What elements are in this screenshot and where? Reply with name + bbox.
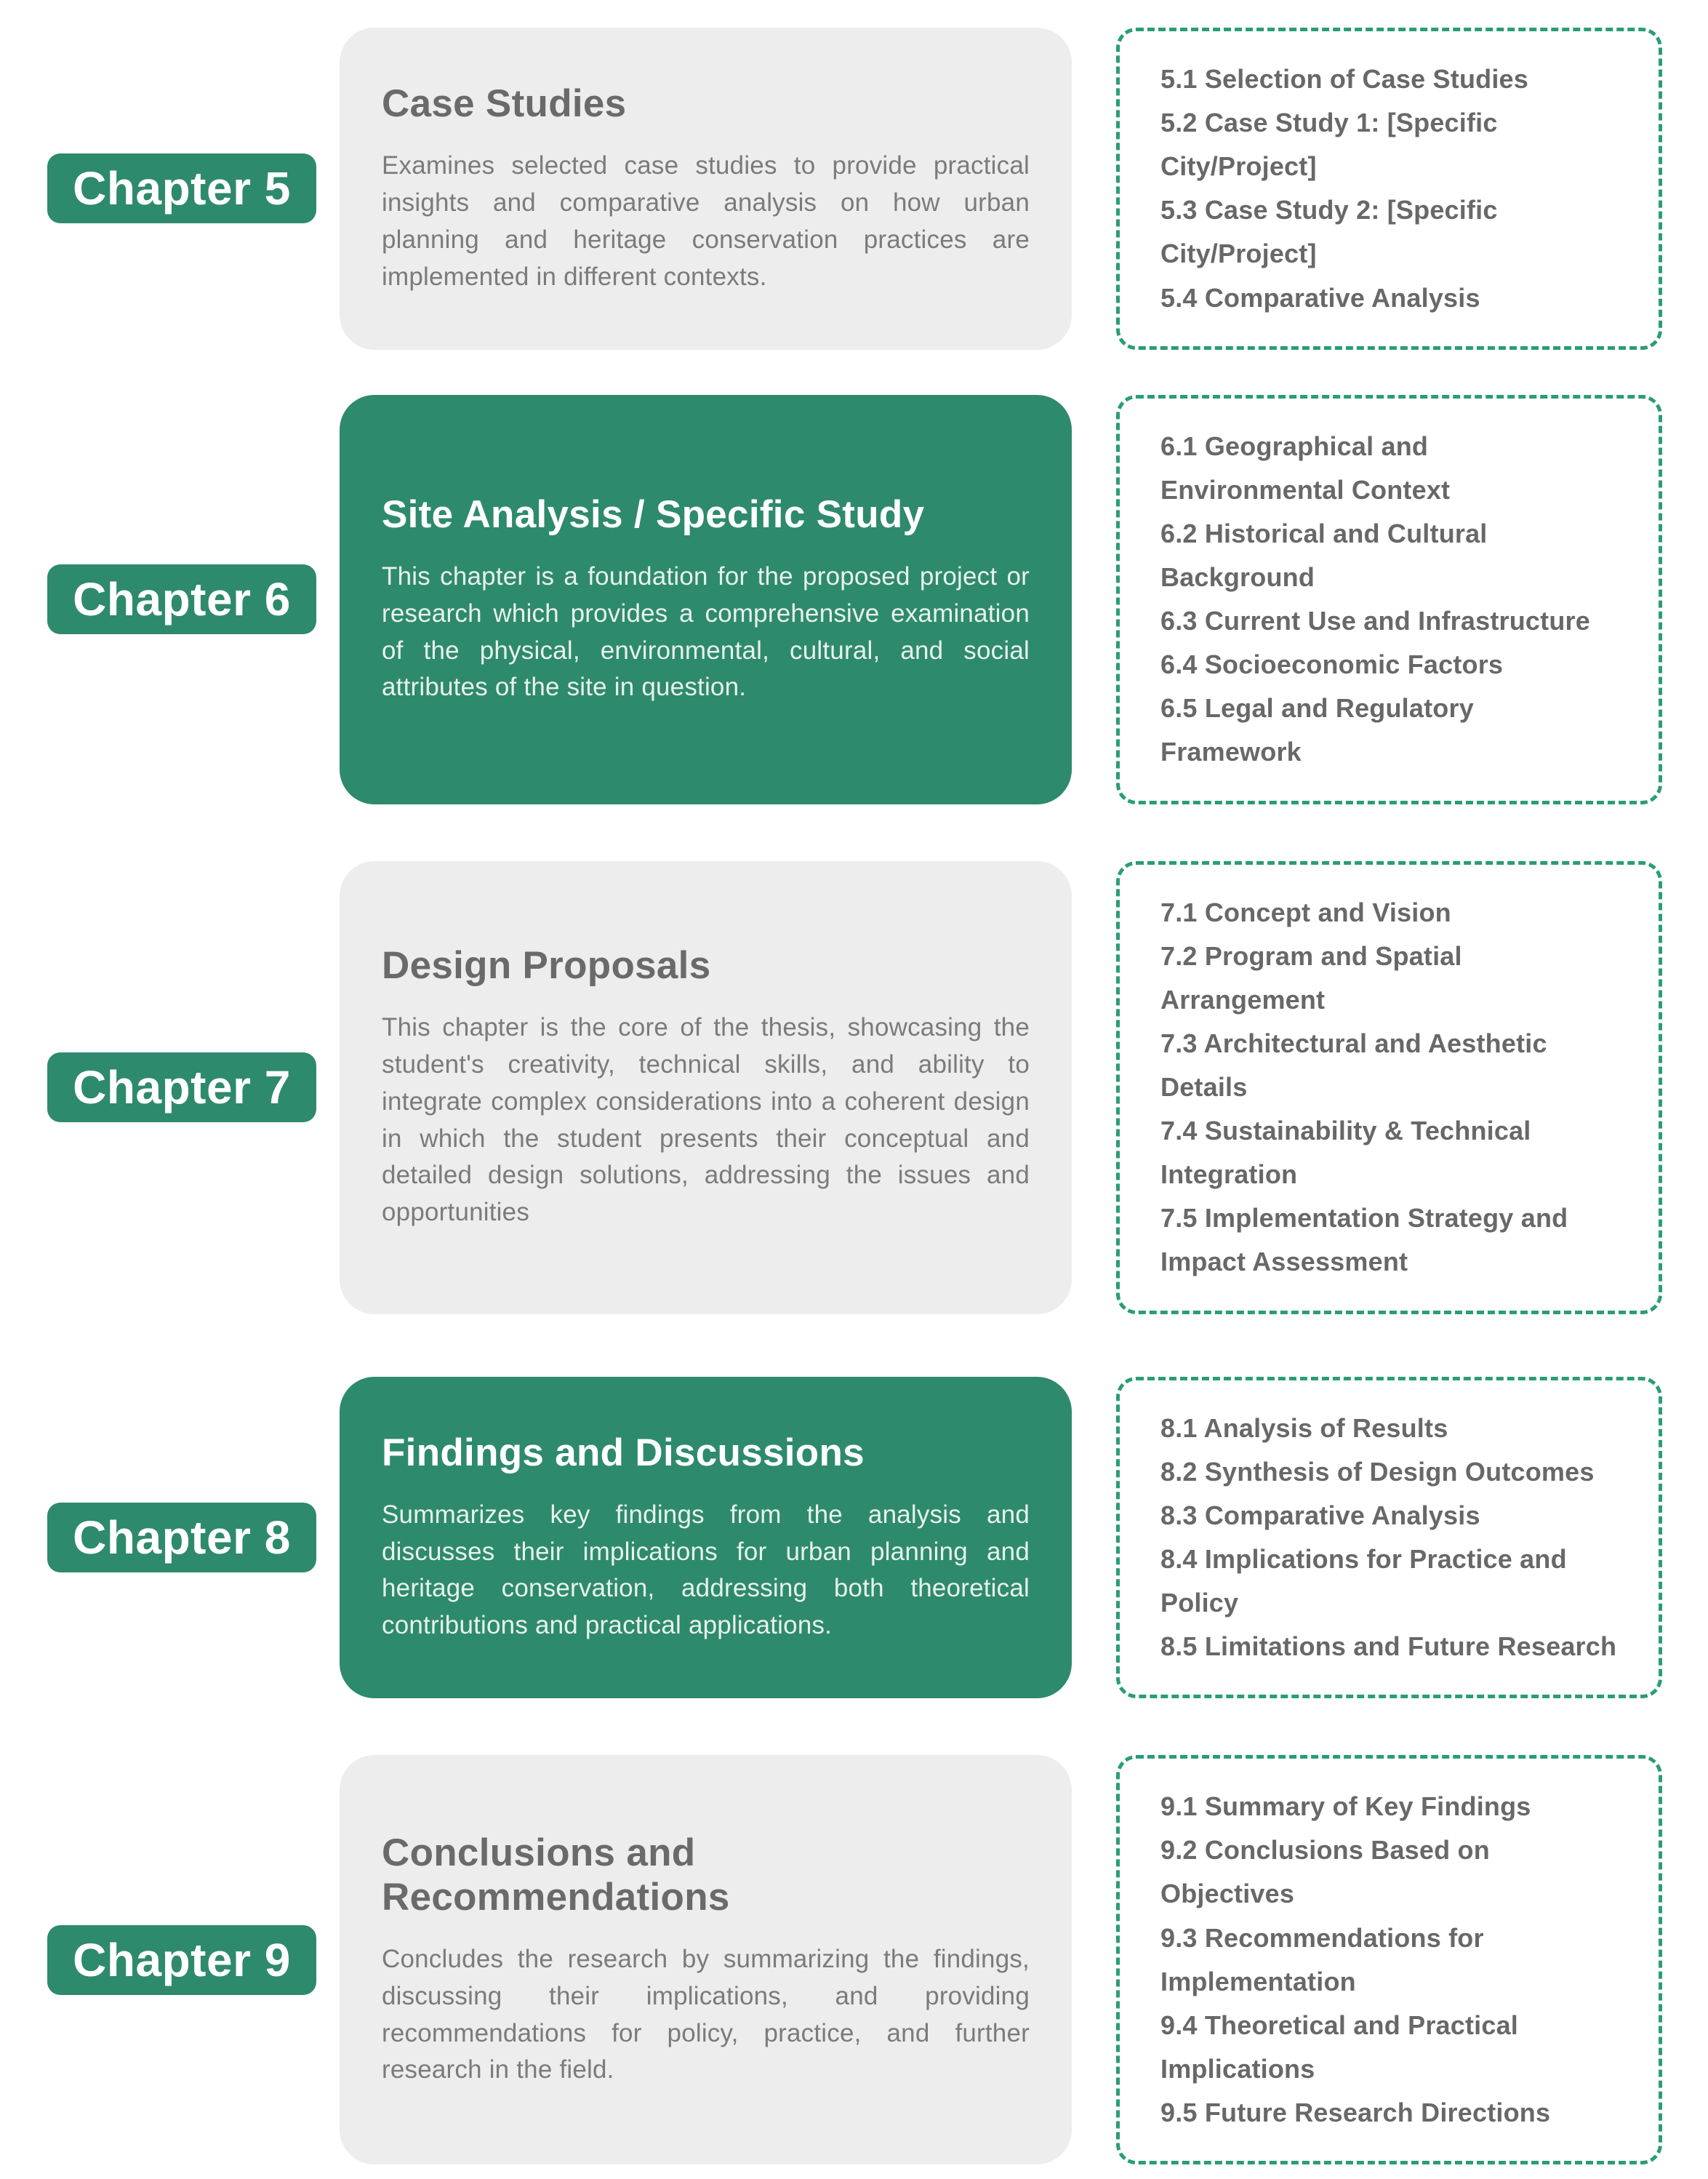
chapter-9-sections-box [1116,1755,1662,2164]
section-item: 6.2 Historical and Cultural Background [1160,518,1488,592]
section-item: 9.3 Recommendations for Implementation [1160,1922,1484,1996]
chapter-6-card [340,395,1072,804]
chapter-6-badge: Chapter 6 [47,564,316,634]
section-item: 5.2 Case Study 1: [Specific City/Project] [1160,108,1498,182]
chapter-5-sections-box [1116,28,1662,350]
section-item: 6.5 Legal and Regulatory Framework [1160,693,1474,767]
section-item: 7.3 Architectural and Aesthetic Details [1160,1028,1547,1102]
chapter-7-badge: Chapter 7 [47,1052,316,1122]
chapter-6-title: Site Analysis / Specific Study [382,493,925,537]
chapter-8-title: Findings and Discussions [382,1431,865,1474]
chapter-5-description: Examines selected case studies to provide practical insights and comparative analysis on how urban planning and heritage conservation practices are implemented in different contexts. [382,151,1030,291]
chapter-7-card [340,861,1072,1314]
section-item: 9.4 Theoretical and Practical Implications [1160,2010,1519,2084]
chapter-5-badge: Chapter 5 [47,153,316,223]
section-item: 8.2 Synthesis of Design Outcomes [1160,1456,1595,1487]
chapter-8-sections-box [1116,1377,1662,1699]
chapter-6-description: This chapter is a foundation for the proposed project or research which provides a comprehensive examination of the physical, environmental, cultural, and social attributes of the site in question. [382,562,1030,702]
section-item: 8.1 Analysis of Results [1160,1412,1448,1443]
chapter-6-sections-box [1116,395,1662,804]
chapter-7-title: Design Proposals [382,944,711,988]
section-item: 7.5 Implementation Strategy and Impact Assessment [1160,1203,1568,1277]
chapter-9-badge: Chapter 9 [47,1925,316,1995]
section-item: 5.4 Comparative Analysis [1160,282,1480,313]
section-item: 6.4 Socioeconomic Factors [1160,649,1504,680]
section-item: 7.4 Sustainability & Technical Integration [1160,1116,1531,1190]
section-item: 5.1 Selection of Case Studies [1160,64,1528,94]
chapter-5-row [0,28,1708,350]
section-item: 6.1 Geographical and Environmental Context [1160,431,1451,505]
chapter-5-title: Case Studies [382,82,627,126]
section-item: 9.2 Conclusions Based on Objectives [1160,1835,1490,1909]
chapter-8-row [0,1377,1708,1699]
chapter-9-description: Concludes the research by summarizing the findings, discussing their implications, and providing recommendations for policy, practice, and further research in the field. [382,1945,1030,2084]
chapter-7-sections-box [1116,861,1662,1314]
chapter-5-card [340,28,1072,350]
section-item: 7.2 Program and Spatial Arrangement [1160,940,1462,1015]
section-item: 8.4 Implications for Practice and Policy [1160,1543,1567,1618]
section-item: 7.1 Concept and Vision [1160,897,1451,927]
section-item: 8.3 Comparative Analysis [1160,1500,1480,1530]
section-item: 5.3 Case Study 2: [Specific City/Project] [1160,195,1498,269]
chapter-9-card [340,1755,1072,2164]
chapter-7-row [0,861,1708,1314]
section-item: 9.1 Summary of Key Findings [1160,1791,1531,1822]
section-item: 6.3 Current Use and Infrastructure [1160,606,1590,636]
section-item: 8.5 Limitations and Future Research [1160,1631,1617,1662]
chapter-9-title: Conclusions and Recommendations [382,1831,730,1919]
chapter-6-row [0,395,1708,804]
chapter-8-description: Summarizes key findings from the analysis and discusses their implications for urban planning and heritage conservation, addressing both theoretical contributions and practical applications. [382,1500,1030,1640]
section-item: 9.5 Future Research Directions [1160,2097,1551,2127]
chapter-7-description: This chapter is the core of the thesis, showcasing the student's creativity, technical skills, and ability to integrate complex considerations into a coherent design in which the student presents their conceptual and detailed design solutions, addressing the issues and opportunities [382,1013,1030,1227]
chapter-8-badge: Chapter 8 [47,1503,316,1572]
chapter-8-card [340,1377,1072,1699]
chapter-9-row [0,1755,1708,2164]
